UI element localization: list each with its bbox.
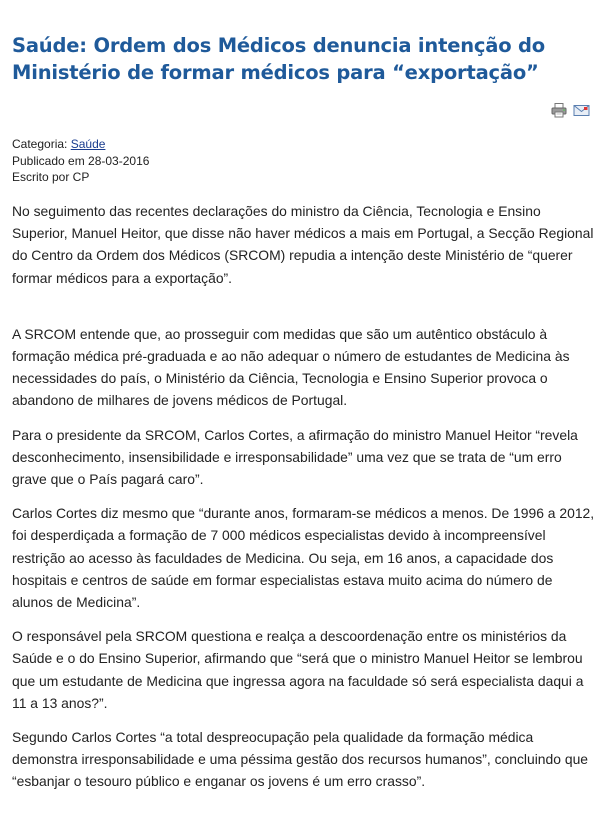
article-meta <box>12 136 149 186</box>
paragraph-5: O responsável pela SRCOM questiona e realça a descoordenação entre os ministérios da Saúde e o do Ensino Superior, afirmando que “será que o ministro Manuel Heitor se lembrou que um estudante de Medicina que ingressa agora na faculdade só será especialista daqui a 11 a 13 anos?”. <box>12 628 584 711</box>
paragraph-6: Segundo Carlos Cortes “a total despreocupação pela qualidade da formação médica demonstra irresponsabilidade e uma péssima gestão dos recursos humanos”, concluindo que “esbanjar o tesouro público e enganar os jovens é um erro crasso”. <box>12 729 589 790</box>
paragraph-4: Carlos Cortes diz mesmo que “durante anos, formaram-se médicos a menos. De 1996 a 2012, foi desperdiçada a formação de 7 000 médicos especialistas devido à incompreensível restrição ao acesso às faculdades de Medicina. Ou seja, em 16 anos, a capacidade dos hospitais e centros de saúde em formar especialistas estava muito acima do número de alunos de Medicina”. <box>12 505 595 611</box>
article-toolbar <box>551 102 590 118</box>
author-line: Escrito por CP <box>12 170 90 184</box>
paragraph-1: No seguimento das recentes declarações do ministro da Ciência, Tecnologia e Ensino Superior, Manuel Heitor, que disse não haver médicos a mais em Portugal, a Secção Regional do Centro da Ordem dos Médicos (SRCOM) repudia a intenção deste Ministério de “querer formar médicos para a exportação”. <box>12 203 594 286</box>
category-label: Categoria: <box>12 137 68 151</box>
paragraph-3: Para o presidente da SRCOM, Carlos Cortes, a afirmação do ministro Manuel Heitor “revela desconhecimento, insensibilidade e irresponsabilidade” uma vez que se trata de “um erro grave que o País pagará caro”. <box>12 426 578 488</box>
category-line <box>12 136 149 153</box>
paragraph-2: A SRCOM entende que, ao prosseguir com medidas que são um autêntico obstáculo à formação médica pré-graduada e ao não adequar o número de estudantes de Medicina às necessidades do país, o Ministério da Ciência, Tecnologia e Ensino Superior provoca o abandono de milhares de jovens médicos de Portugal. <box>12 325 570 409</box>
article-title: Saúde: Ordem dos Médicos denuncia intenção do Ministério de formar médicos para “exportação” <box>12 34 545 84</box>
printer-icon[interactable] <box>551 102 567 118</box>
envelope-icon[interactable] <box>573 102 590 118</box>
published-date: Publicado em 28-03-2016 <box>12 153 150 168</box>
category-link[interactable]: Saúde <box>70 137 106 151</box>
article-body <box>12 200 597 805</box>
